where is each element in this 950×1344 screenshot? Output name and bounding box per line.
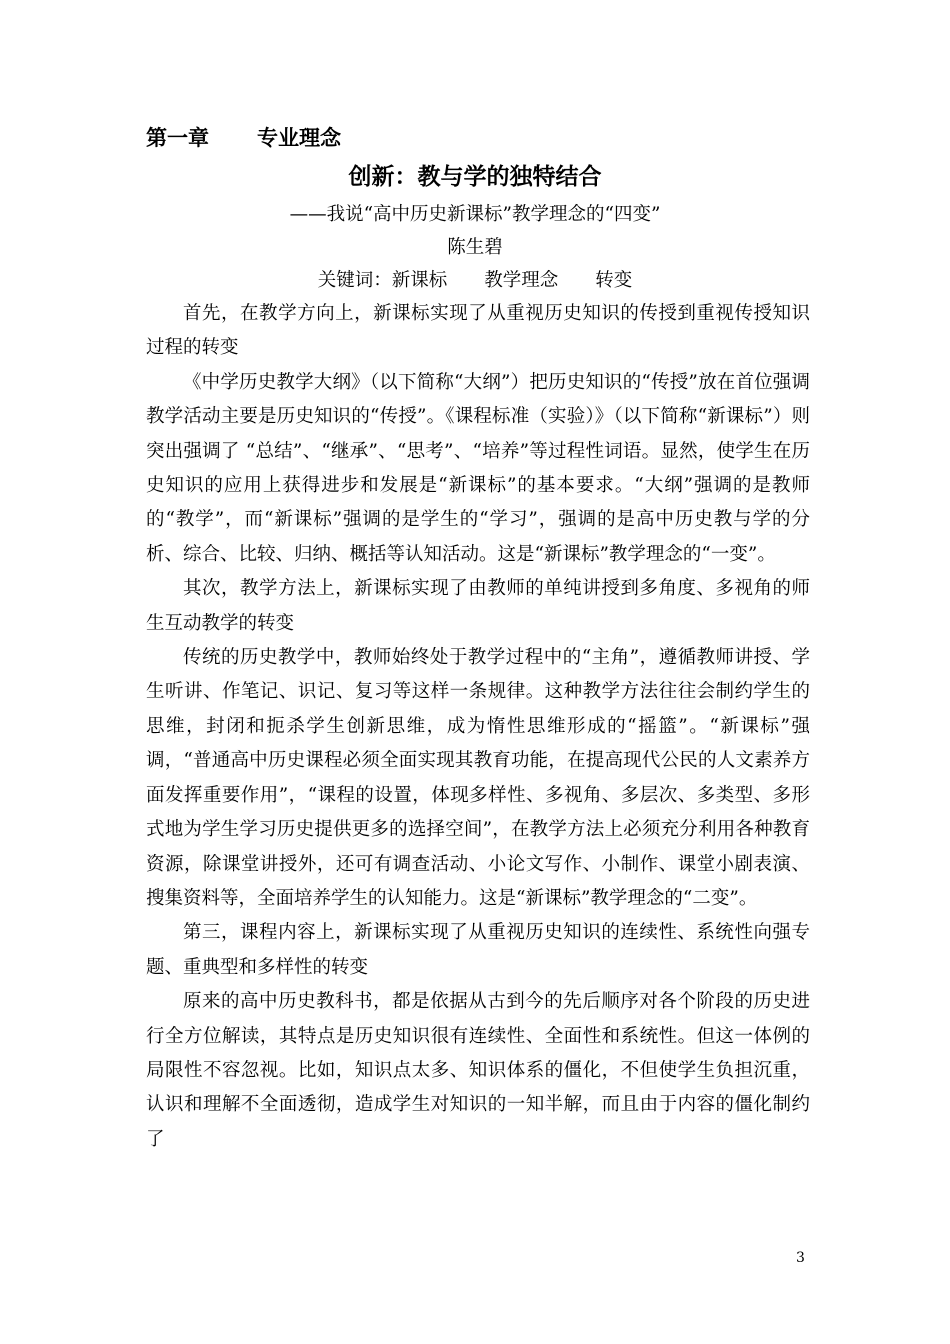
paragraph-5: 第三，课程内容上，新课标实现了从重视历史知识的连续性、系统性向强专题、重典型和多样性的转变: [146, 922, 810, 978]
paragraph-1: 首先，在教学方向上，新课标实现了从重视历史知识的传授到重视传授知识过程的转变: [146, 303, 810, 359]
chapter-label: 第一章: [146, 126, 209, 150]
paragraph-2: 《中学历史教学大纲》（以下简称“大纲”）把历史知识的“传授”放在首位强调教学活动主要是历史知识的“传授”。《课程标准（实验）》（以下简称“新课标”）则突出强调了 “总结”、“继承”、“思考”、“培养”等过程性词语。显然，使学生在历史知识的应用上获得进步和发展是“新课标”的基本要求。“大纲”强调的是教师的“教学”，而“新课标”强调的是学生的“学习”，强调的是高中历史教与学的分析、综合、比较、归纳、概括等认知活动。这是“新课标”教学理念的“一变”。: [146, 371, 810, 565]
paragraph-4: 传统的历史教学中，教师始终处于教学过程中的“主角”，遵循教师讲授、学生听讲、作笔记、识记、复习等这样一条规律。这种教学方法往往会制约学生的思维，封闭和扼杀学生创新思维，成为惰性思维形成的“摇篮”。“新课标”强调，“普通高中历史课程必须全面实现其教育功能，在提高现代公民的人文素养方面发挥重要作用”，“课程的设置，体现多样性、多视角、多层次、多类型、多形式地为学生学习历史提供更多的选择空间”，在教学方法上必须充分利用各种教育资源，除课堂讲授外，还可有调查活动、小论文写作、小制作、课堂小剧表演、搜集资料等，全面培养学生的认知能力。这是“新课标”教学理念的“二变”。: [146, 647, 810, 909]
paragraph-6: 原来的高中历史教科书，都是依据从古到今的先后顺序对各个阶段的历史进行全方位解读，其特点是历史知识很有连续性、全面性和系统性。但这一体例的局限性不容忽视。比如，知识点太多、知识体系的僵化，不但使学生负担沉重，认识和理解不全面透彻，造成学生对知识的一知半解，而且由于内容的僵化制约了: [146, 991, 810, 1150]
chapter-heading: [146, 122, 341, 152]
author-name: 陈生碧: [447, 237, 503, 258]
article-title: 创新：教与学的独特结合: [348, 164, 602, 190]
keywords-line: 关键词：新课标 教学理念 转变: [317, 270, 633, 291]
article-body: [146, 297, 810, 1157]
chapter-name: 专业理念: [257, 126, 341, 150]
page-number: 3: [796, 1250, 805, 1266]
paragraph-3: 其次，教学方法上，新课标实现了由教师的单纯讲授到多角度、多视角的师生互动教学的转变: [146, 578, 810, 634]
article-subtitle: ——我说“高中历史新课标”教学理念的“四变”: [289, 204, 661, 225]
